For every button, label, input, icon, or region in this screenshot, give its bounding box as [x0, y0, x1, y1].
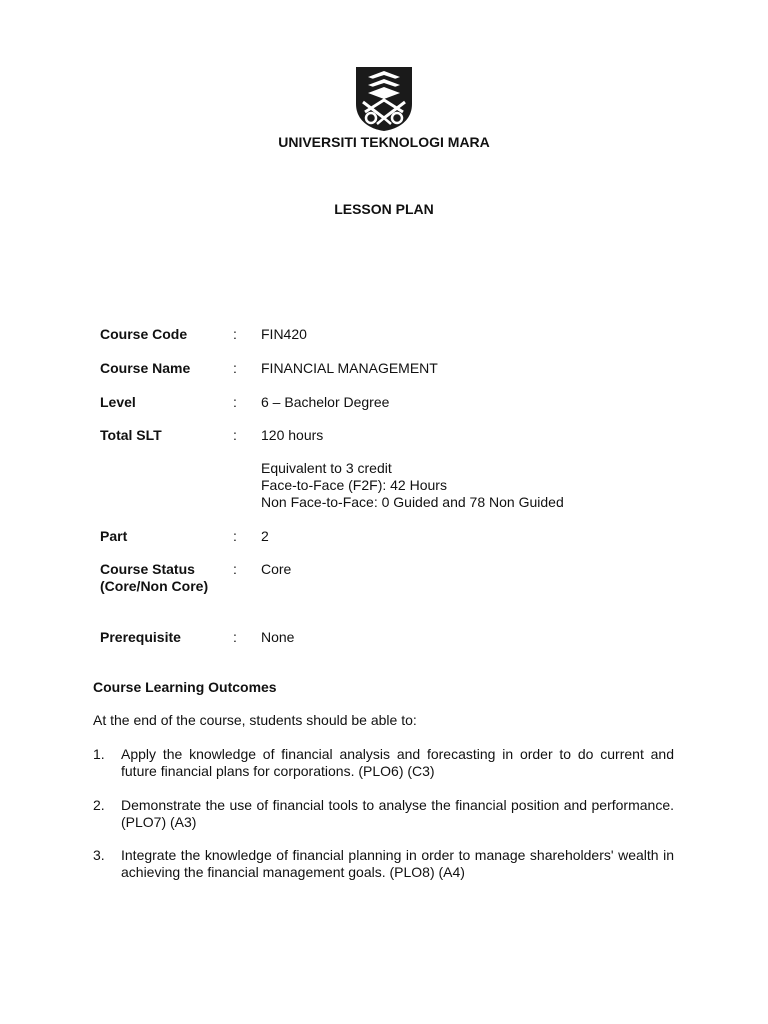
intro-text: At the end of the course, students should be able to:	[93, 712, 417, 728]
info-value: 120 hours	[261, 427, 324, 443]
document-title: LESSON PLAN	[334, 201, 434, 217]
slt-detail: Non Face-to-Face: 0 Guided and 78 Non Guided	[261, 494, 564, 510]
info-label: Course Name	[100, 360, 191, 376]
info-label: Level	[100, 394, 136, 410]
outcome-text: Apply the knowledge of financial analysis and forecasting in order to do current and future financial plans for corporations. (PLO6) (C3)	[121, 746, 674, 779]
info-label: Course Code	[100, 326, 188, 342]
colon: :	[233, 394, 237, 410]
section-heading: Course Learning Outcomes	[93, 679, 277, 695]
slt-detail: Equivalent to 3 credit	[261, 460, 392, 476]
info-label: Total SLT	[100, 427, 162, 443]
colon: :	[233, 326, 237, 342]
colon: :	[233, 360, 237, 376]
outcome-number: 3.	[93, 847, 105, 863]
colon: :	[233, 528, 237, 544]
outcome-number: 1.	[93, 746, 105, 762]
info-value: Core	[261, 561, 292, 577]
slt-detail: Face-to-Face (F2F): 42 Hours	[261, 477, 447, 493]
info-label: Prerequisite	[100, 629, 181, 645]
outcome-text: Demonstrate the use of financial tools to analyse the financial position and performance. (PLO7) (A3)	[121, 797, 674, 830]
university-logo	[355, 66, 413, 132]
info-value: 6 – Bachelor Degree	[261, 394, 390, 410]
university-name: UNIVERSITI TEKNOLOGI MARA	[278, 134, 490, 150]
outcome-text: Integrate the knowledge of financial planning in order to manage shareholders' wealth in achieving the financial management goals. (PLO8) (A4)	[121, 847, 674, 880]
info-label: Part	[100, 528, 128, 544]
info-label: Course Status (Core/Non Core)	[100, 561, 209, 594]
outcome-number: 2.	[93, 797, 105, 813]
info-value: None	[261, 629, 295, 645]
info-value: 2	[261, 528, 269, 544]
colon: :	[233, 561, 237, 577]
info-value: FINANCIAL MANAGEMENT	[261, 360, 438, 376]
colon: :	[233, 427, 237, 443]
colon: :	[233, 629, 237, 645]
info-value: FIN420	[261, 326, 307, 342]
